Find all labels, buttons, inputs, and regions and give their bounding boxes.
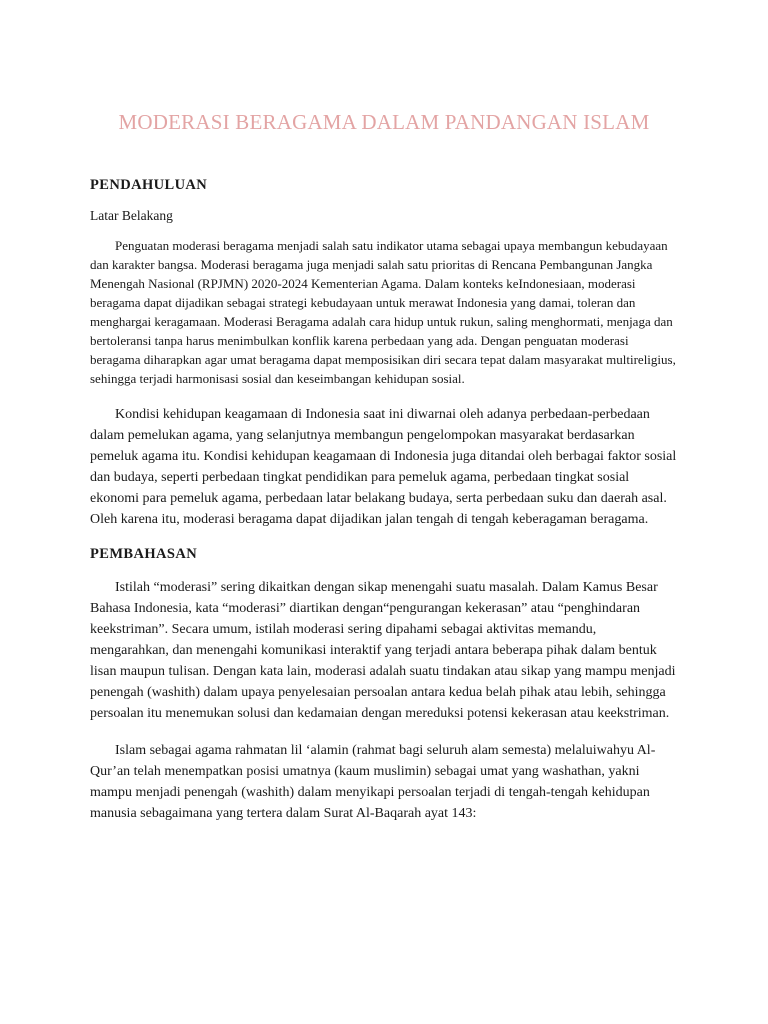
section-discussion	[90, 546, 678, 824]
paragraph: Istilah “moderasi” sering dikaitkan dengan sikap menengahi suatu masalah. Dalam Kamus Besar Bahasa Indonesia, kata “moderasi” diartikan dengan“pengurangan kekerasan” atau “penghindaran keekstriman”. Secara umum, istilah moderasi sering dipahami sebagai aktivitas memandu, mengarahkan, dan menengahi komunikasi interaktif yang terjadi antara beberapa pihak dalam bentuk lisan maupun tulisan. Dengan kata lain, moderasi adalah suatu tindakan atau sikap yang mampu menjadi penengah (washith) dalam upaya penyelesaian persoalan antara kedua belah pihak atau lebih, sehingga persoalan itu menemukan solusi dan kedamaian dengan mereduksi potensi kekerasan atau keekstriman.	[90, 580, 676, 721]
section-heading-pembahasan: PEMBAHASAN	[90, 546, 198, 562]
paragraph: Kondisi kehidupan keagamaan di Indonesia saat ini diwarnai oleh adanya perbedaan-perbedaan dalam pemelukan agama, yang selanjutnya membangun pengelompokan masyarakat berdasarkan pemeluk agama itu. Kondisi kehidupan keagamaan di Indonesia juga ditandai oleh berbagai faktor sosial dan budaya, seperti perbedaan tingkat pendidikan para pemeluk agama, perbedaan tingkat sosial ekonomi para pemeluk agama, perbedaan latar belakang budaya, serta perbedaan suku dan daerah asal. Oleh karena itu, moderasi beragama dapat dijadikan jalan tengah di tengah keberagaman beragama.	[90, 407, 677, 527]
section-heading-pendahuluan: PENDAHULUAN	[90, 177, 208, 193]
document-title: MODERASI BERAGAMA DALAM PANDANGAN ISLAM	[118, 110, 650, 134]
paragraph: Islam sebagai agama rahmatan lil ‘alamin (rahmat bagi seluruh alam semesta) melaluiwahyu Al-Qur’an telah menempatkan posisi umatnya (kaum muslimin) sebagai umat yang washathan, yakni mampu menjadi penengah (washith) dalam menyikapi persoalan terjadi di tengah-tengah kehidupan manusia sebagaimana yang tertera dalam Surat Al-Baqarah ayat 143:	[90, 743, 656, 821]
subheading-latar-belakang: Latar Belakang	[90, 208, 173, 223]
paragraph: Penguatan moderasi beragama menjadi salah satu indikator utama sebagai upaya membangun kebudayaan dan karakter bangsa. Moderasi beragama juga menjadi salah satu prioritas di Rencana Pembangunan Jangka Menengah Nasional (RPJMN) 2020-2024 Kementerian Agama. Dalam konteks keIndonesiaan, moderasi beragama dapat dijadikan sebagai strategi kebudayaan untuk merawat Indonesia yang damai, toleran dan menghargai keragamaan. Moderasi Beragama adalah cara hidup untuk rukun, saling menghormati, menjaga dan bertoleransi tanpa harus menimbulkan konflik karena perbedaan yang ada. Dengan penguatan moderasi beragama diharapkan agar umat beragama dapat memposisikan diri secara tepat dalam masyarakat multireligius, sehingga terjadi harmonisasi sosial dan keseimbangan kehidupan sosial.	[90, 238, 676, 386]
section-introduction	[90, 177, 678, 530]
